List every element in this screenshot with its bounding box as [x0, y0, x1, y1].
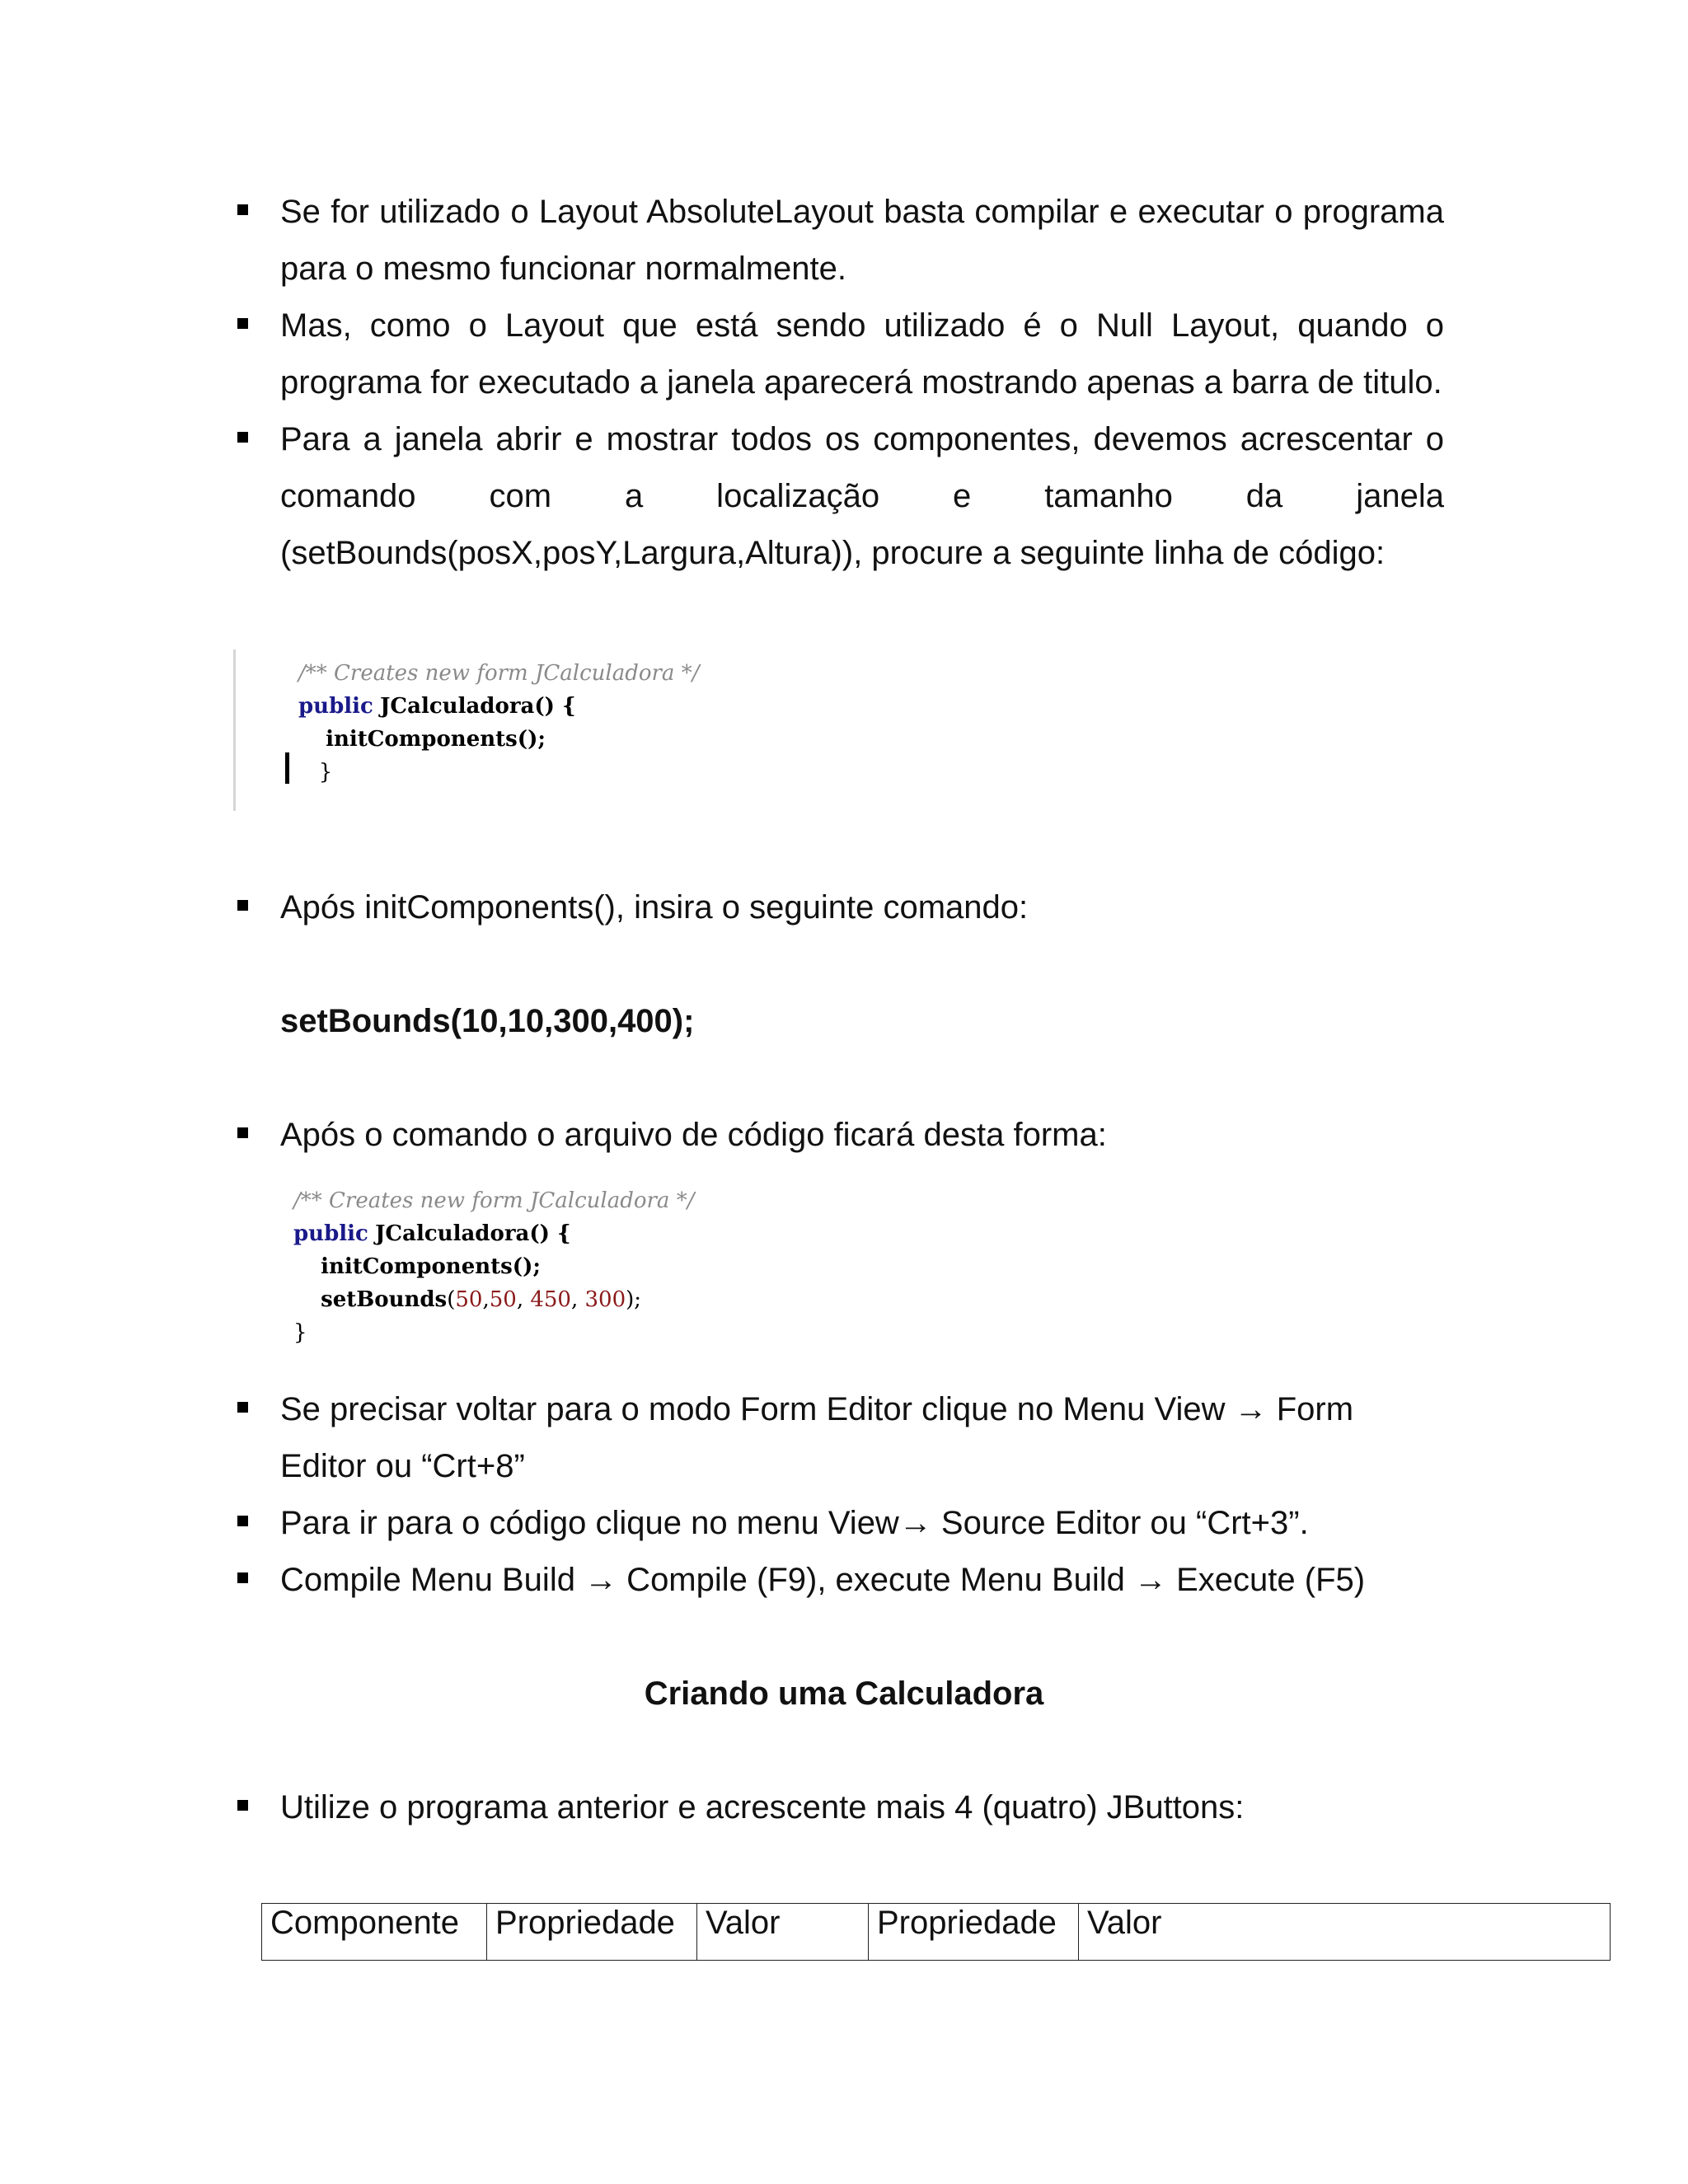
bullet-text-line: (setBounds(posX,posY,Largura,Altura)), procure a seguinte linha de código:: [280, 535, 1386, 571]
table-header-cell: Propriedade: [869, 1904, 1079, 1961]
code-block-modified: [293, 1184, 694, 1349]
code-block-border: [233, 649, 236, 811]
bullet-item: [280, 1779, 1444, 1836]
code-number: 300: [584, 1287, 626, 1312]
section-heading: Criando uma Calculadora: [644, 1675, 1044, 1712]
code-call: initComponents();: [321, 1254, 541, 1279]
bullet-item: [280, 184, 1444, 298]
table-header-cell: Valor: [1079, 1904, 1611, 1961]
text-cursor: [285, 752, 289, 784]
code-signature: JCalculadora() {: [380, 694, 576, 719]
bullet-text-line: Se precisar voltar para o modo Form Editor clique no Menu View → Form: [280, 1391, 1354, 1427]
bullet-marker: [237, 900, 248, 911]
bullet-marker: [237, 318, 248, 329]
bullet-text-line: Editor ou “Crt+8”: [280, 1448, 525, 1484]
code-punct: ,: [570, 1287, 585, 1312]
code-punct: );: [626, 1287, 642, 1312]
bullet-text: Após initComponents(), insira o seguinte comando:: [280, 889, 1029, 926]
bullet-text: Para ir para o código clique no menu View→ Source Editor ou “Crt+3”.: [280, 1505, 1309, 1541]
bullet-marker: [237, 1572, 248, 1583]
bullet-marker: [237, 432, 248, 443]
command-text: setBounds(10,10,300,400);: [280, 1003, 695, 1039]
code-close-brace: }: [318, 760, 333, 785]
code-keyword: public: [293, 1221, 368, 1246]
code-close-brace: }: [293, 1320, 307, 1345]
code-number: 450: [530, 1287, 571, 1312]
code-block-original: [298, 657, 699, 789]
bullet-item: [280, 298, 1444, 411]
code-number: 50: [489, 1287, 517, 1312]
bullet-item: [280, 411, 1444, 582]
bullet-marker: [237, 1402, 248, 1413]
code-call: initComponents();: [326, 727, 546, 752]
bullet-text: Após o comando o arquivo de código ficará desta forma:: [280, 1117, 1107, 1153]
bullet-marker: [237, 1800, 248, 1811]
table-header-cell: Componente: [262, 1904, 487, 1961]
bullet-marker: [237, 1127, 248, 1138]
bullet-text: Compile Menu Build → Compile (F9), execute Menu Build → Execute (F5): [280, 1562, 1366, 1598]
bullet-item: [280, 1381, 1444, 1495]
code-comment: /** Creates new form JCalculadora */: [293, 1188, 695, 1213]
bullet-marker: [237, 204, 248, 215]
bullet-item: [280, 879, 1444, 936]
bullet-item: [280, 1495, 1444, 1552]
bullet-text: Se for utilizado o Layout AbsoluteLayout basta compilar e executar o programa para o mesmo funcionar normalmente.: [280, 194, 1444, 287]
bullet-item: [280, 1552, 1444, 1609]
properties-table: [261, 1903, 1611, 1961]
bullet-text: Utilize o programa anterior e acrescente mais 4 (quatro) JButtons:: [280, 1789, 1245, 1825]
table-header-cell: Valor: [697, 1904, 869, 1961]
code-punct: ,: [482, 1287, 490, 1312]
code-number: 50: [455, 1287, 483, 1312]
bullet-text-line: Para a janela abrir e mostrar todos os componentes, devemos acrescentar o: [280, 421, 1444, 457]
code-punct: ,: [516, 1287, 531, 1312]
table-header-row: [262, 1904, 1611, 1961]
code-comment: /** Creates new form JCalculadora */: [298, 661, 700, 686]
bullet-text-line: comando com a localização e tamanho da janela: [280, 478, 1444, 514]
bullet-marker: [237, 1516, 248, 1526]
code-keyword: public: [298, 694, 373, 719]
bullet-item: [280, 1107, 1444, 1164]
bullet-text: Mas, como o Layout que está sendo utilizado é o Null Layout, quando o programa for executado a janela aparecerá mostrando apenas a barra de titulo.: [280, 307, 1444, 401]
code-signature: JCalculadora() {: [375, 1221, 571, 1246]
code-punct: (: [447, 1287, 456, 1312]
code-setbounds-fn: setBounds: [321, 1287, 448, 1312]
table-header-cell: Propriedade: [487, 1904, 697, 1961]
